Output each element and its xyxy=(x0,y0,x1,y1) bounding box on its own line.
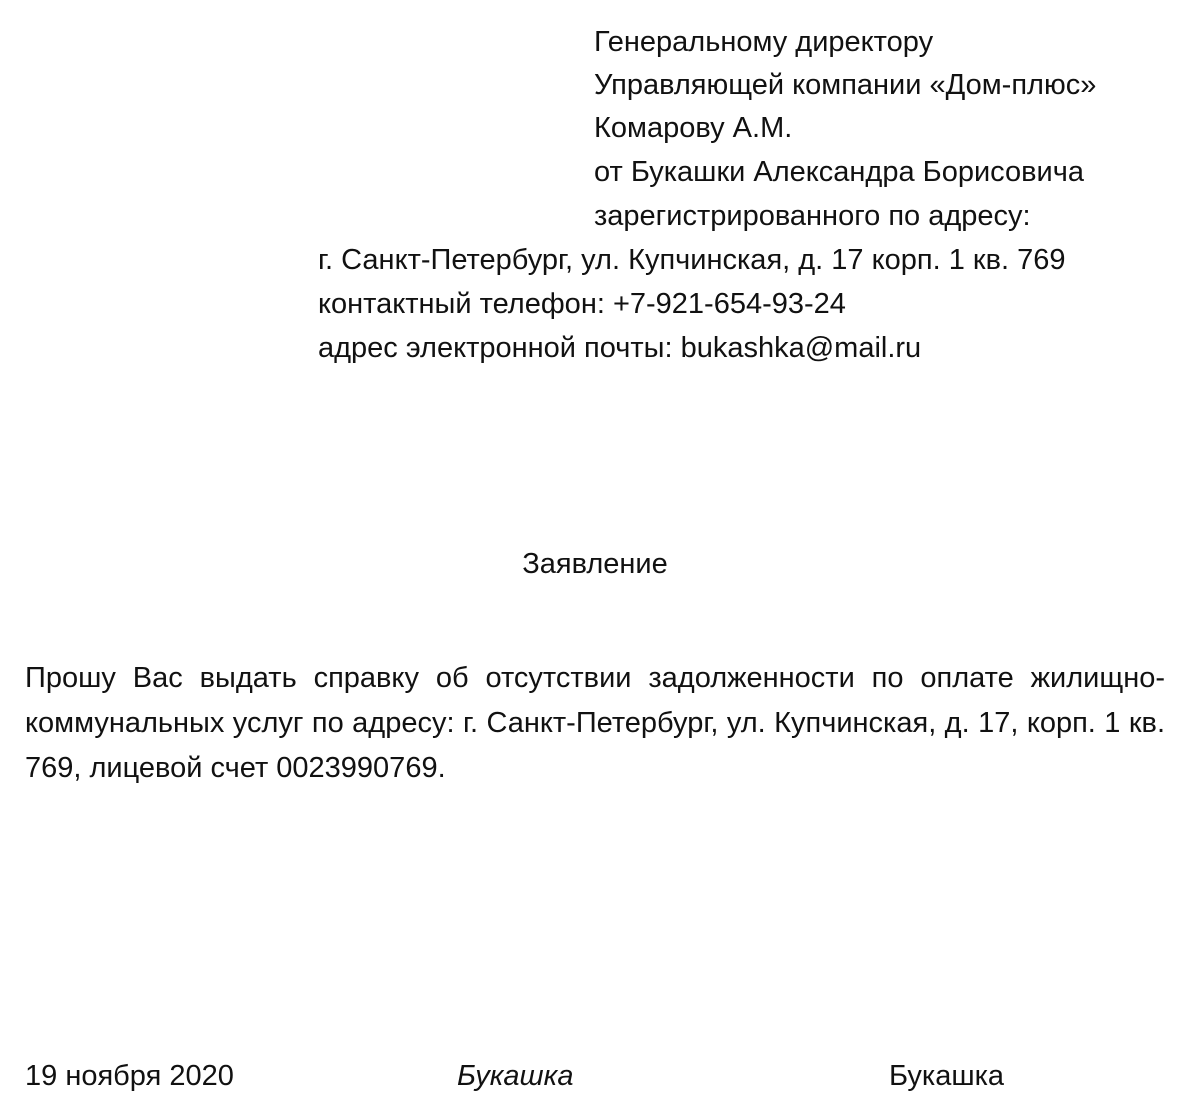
email-line: адрес электронной почты: bukashka@mail.ru xyxy=(318,332,922,364)
signer-name: Букашка xyxy=(889,1060,1005,1092)
recipient-line-name: Комарову А.М. xyxy=(594,112,793,144)
sender-line-name: от Букашки Александра Борисовича xyxy=(594,156,1084,188)
address-line: г. Санкт-Петербург, ул. Купчинская, д. 17 корп. 1 кв. 769 xyxy=(318,244,1066,276)
document-date: 19 ноября 2020 xyxy=(25,1060,234,1092)
signature: Букашка xyxy=(457,1060,574,1092)
request-text: Прошу Вас выдать справку об отсутствии задолженности по оплате жилищно-коммунальных услуг по адресу: г. Санкт-Петербург, ул. Купчинская, д. 17, корп. 1 кв. 769, лицевой счет 0023990769. xyxy=(25,662,1165,784)
phone-line: контактный телефон: +7-921-654-93-24 xyxy=(318,288,846,320)
recipient-line-company: Управляющей компании «Дом-плюс» xyxy=(594,69,1097,101)
sender-line-registration: зарегистрированного по адресу: xyxy=(594,200,1031,232)
document-title: Заявление xyxy=(522,548,668,580)
recipient-line-position: Генеральному директору xyxy=(594,26,934,58)
